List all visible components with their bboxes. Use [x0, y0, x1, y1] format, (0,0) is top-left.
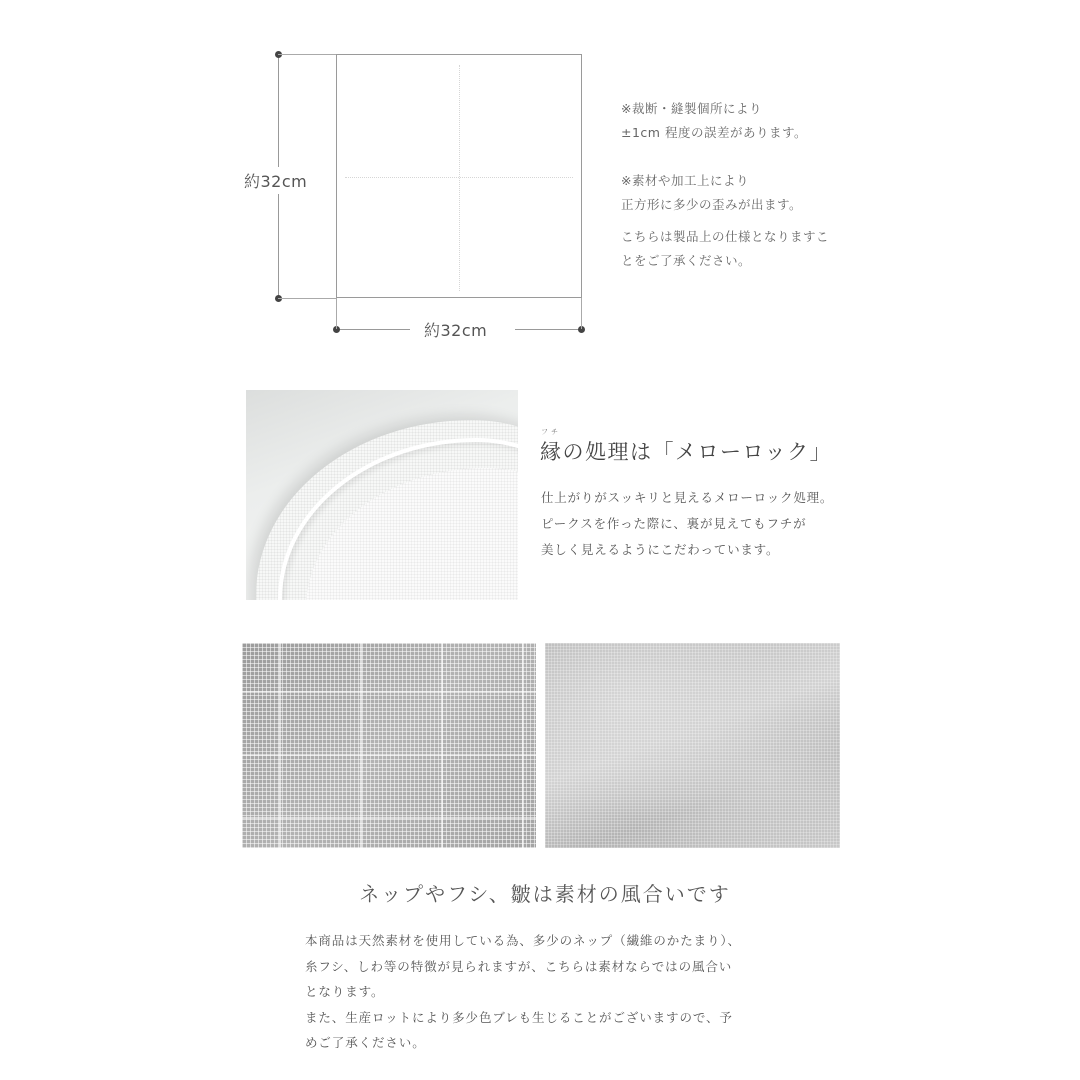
width-dimension-line-left: [336, 329, 410, 330]
note-line: こちらは製品上の仕様となりますこ: [621, 229, 830, 244]
note-line: 正方形に多少の歪みが出ます。: [621, 197, 803, 212]
dimension-tick-left: [336, 298, 337, 329]
note-line: ±1cm 程度の誤差があります。: [621, 125, 807, 140]
height-label: 約32cm: [244, 167, 307, 194]
texture-line: となります。: [305, 984, 385, 999]
size-notes: [621, 97, 861, 297]
dimension-tick-right: [581, 298, 582, 329]
texture-title: ネップやフシ、皺は素材の風合いです: [359, 882, 731, 906]
note-line: ※裁断・縫製個所により: [621, 101, 762, 116]
merrow-line: ピークスを作った際に、裏が見えてもフチが: [541, 516, 807, 531]
center-guide-horizontal: [345, 177, 573, 178]
center-guide-vertical: [459, 65, 460, 291]
texture-description: [305, 928, 785, 1056]
merrow-description: [541, 485, 861, 563]
dimension-tick-bottom: [278, 298, 336, 299]
merrow-line: 仕上がりがスッキリと見えるメローロック処理。: [541, 490, 834, 505]
linen-texture-photo-wrinkles: [545, 643, 840, 848]
texture-line: 本商品は天然素材を使用している為、多少のネップ（繊維のかたまり）、: [305, 933, 741, 948]
merrow-edge-photo: [246, 390, 518, 600]
merrow-line: 美しく見えるようにこだわっています。: [541, 542, 780, 557]
texture-line: また、生産ロットにより多少色ブレも生じることがございますので、予: [305, 1009, 733, 1025]
dimension-tick-top: [278, 54, 336, 55]
texture-line: めご了承ください。: [305, 1035, 426, 1050]
note-specification: [621, 225, 861, 273]
title-ruby: フチ: [541, 428, 561, 436]
note-tolerance: [621, 97, 861, 145]
width-label: 約32cm: [424, 321, 488, 340]
merrow-title: 縁の処理は「メローロック」: [540, 440, 833, 464]
linen-texture-photo-closeup: [242, 643, 536, 848]
note-line: ※素材や加工上により: [621, 173, 749, 188]
note-line: とをご了承ください。: [621, 253, 752, 268]
texture-line: 糸フシ、しわ等の特徴が見られますが、こちらは素材ならではの風合い: [305, 958, 733, 974]
width-dimension-line-right: [515, 329, 581, 330]
handkerchief-size-square: [336, 54, 582, 298]
note-distortion: [621, 169, 861, 217]
